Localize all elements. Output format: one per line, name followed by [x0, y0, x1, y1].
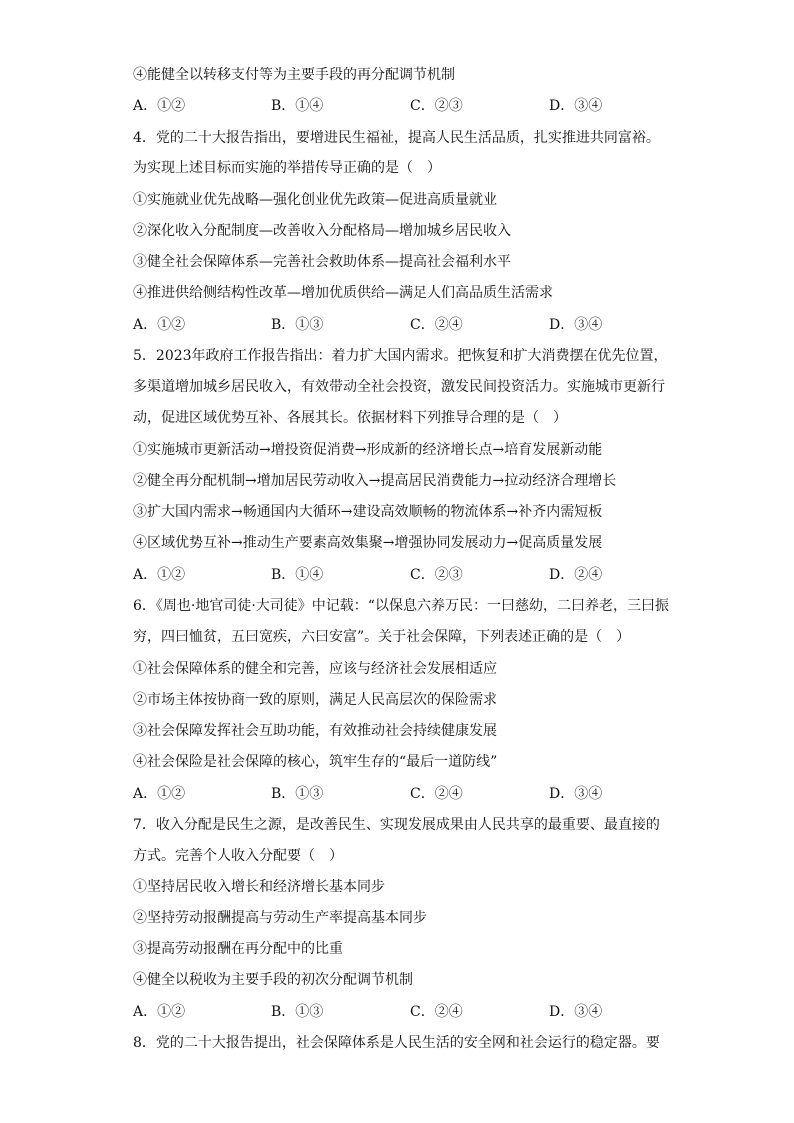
- q3-option-b: B．①④: [271, 98, 324, 114]
- q5-option-c: C．②③: [410, 567, 463, 583]
- q4-options: [133, 315, 673, 335]
- q6-options: [133, 784, 673, 804]
- q7-option-d: D．③④: [549, 1004, 603, 1020]
- q4-option-b: B．①③: [271, 317, 324, 333]
- q6-stem-line-1: 6．《周也·地官司徒·大司徒》中记载：“以保息六养万民：一曰慈幼，二曰养老，三曰振: [133, 598, 669, 614]
- q4-item-3: ③健全社会保障体系—完善社会救助体系—提高社会福利水平: [133, 254, 511, 270]
- q3-item-4: ④能健全以转移支付等为主要手段的再分配调节机制: [133, 67, 455, 83]
- q7-option-c: C．②④: [410, 1004, 463, 1020]
- q7-stem-line-1: 7．收入分配是民生之源，是改善民生、实现发展成果由人民共享的最重要、最直接的: [133, 817, 660, 833]
- q7-options: [133, 1002, 673, 1022]
- q6-item-4: ④社会保险是社会保障的核心，筑牢生存的“最后一道防线”: [133, 754, 498, 770]
- q5-option-b: B．①④: [271, 567, 324, 583]
- q4-item-2: ②深化收入分配制度—改善收入分配格局—增加城乡居民收入: [133, 223, 511, 239]
- q5-stem-line-1: 5．2023年政府工作报告指出：着力扩大国内需求。把恢复和扩大消费摆在优先位置，: [133, 348, 668, 364]
- q3-option-c: C．②③: [410, 98, 463, 114]
- q4-option-a: A．①②: [133, 317, 186, 333]
- q4-stem-line-1: 4．党的二十大报告指出，要增进民生福祉，提高人民生活品质，扎实推进共同富裕。: [133, 130, 660, 146]
- q6-stem-line-2: 穷，四曰恤贫，五曰宽疾，六曰安富”。关于社会保障，下列表述正确的是（ ）: [133, 629, 631, 645]
- q4-option-d: D．③④: [549, 317, 603, 333]
- q6-option-a: A．①②: [133, 786, 186, 802]
- q7-item-4: ④健全以税收为主要手段的初次分配调节机制: [133, 972, 413, 988]
- q5-item-3: ③扩大国内需求→畅通国内大循环→建设高效顺畅的物流体系→补齐内需短板: [133, 504, 603, 520]
- q4-option-c: C．②④: [410, 317, 463, 333]
- q3-option-d: D．③④: [549, 98, 603, 114]
- q6-item-2: ②市场主体按协商一致的原则，满足人民高层次的保险需求: [133, 692, 497, 708]
- q7-item-1: ①坚持居民收入增长和经济增长基本同步: [133, 879, 385, 895]
- q6-option-c: C．②④: [410, 786, 463, 802]
- q5-option-a: A．①②: [133, 567, 186, 583]
- q7-stem-line-2: 方式。完善个人收入分配要（ ）: [133, 848, 343, 864]
- q5-stem-line-2: 多渠道增加城乡居民收入，有效带动全社会投资，激发民间投资活力。实施城市更新行: [133, 379, 665, 395]
- q6-option-b: B．①③: [271, 786, 324, 802]
- q7-item-2: ②坚持劳动报酬提高与劳动生产率提高基本同步: [133, 910, 427, 926]
- q6-option-d: D．③④: [549, 786, 603, 802]
- q3-option-a: A．①②: [133, 98, 186, 114]
- q4-item-1: ①实施就业优先战略—强化创业优先政策—促进高质量就业: [133, 192, 497, 208]
- q6-item-3: ③社会保障发挥社会互助功能，有效推动社会持续健康发展: [133, 723, 497, 739]
- q8-stem-line-1: 8．党的二十大报告提出，社会保障体系是人民生活的安全网和社会运行的稳定器。要: [133, 1035, 660, 1051]
- q5-options: [133, 565, 673, 585]
- q5-item-1: ①实施城市更新活动→增投资促消费→形成新的经济增长点→培育发展新动能: [133, 442, 603, 458]
- q4-stem-line-2: 为实现上述目标而实施的举措传导正确的是（ ）: [133, 160, 441, 176]
- q5-option-d: D．②④: [549, 567, 603, 583]
- q5-stem-line-3: 动，促进区域优势互补、各展其长。依据材料下列推导合理的是（ ）: [133, 410, 567, 426]
- q7-item-3: ③提高劳动报酬在再分配中的比重: [133, 941, 343, 957]
- q4-item-4: ④推进供给侧结构性改革—增加优质供给—满足人们高品质生活需求: [133, 285, 553, 301]
- q5-item-4: ④区域优势互补→推动生产要素高效集聚→增强协同发展动力→促高质量发展: [133, 535, 603, 551]
- q5-item-2: ②健全再分配机制→增加居民劳动收入→提高居民消费能力→拉动经济合理增长: [133, 473, 617, 489]
- q3-options: [133, 96, 673, 116]
- q7-option-b: B．①③: [271, 1004, 324, 1020]
- q7-option-a: A．①②: [133, 1004, 186, 1020]
- q6-item-1: ①社会保障体系的健全和完善，应该与经济社会发展相适应: [133, 661, 497, 677]
